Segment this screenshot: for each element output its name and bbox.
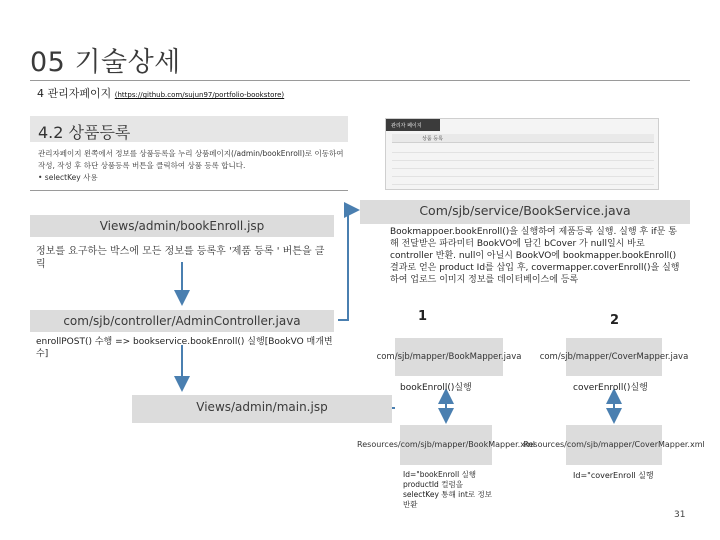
service-label: Com/sjb/service/BookService.java xyxy=(419,203,631,218)
section-title: 4.2 상품등록 xyxy=(38,123,131,142)
section-description: 관리자페이지 왼쪽에서 정보를 상품등록을 누리 상품페이지(/admin/bookEnroll)로 이동하여 작성, 작성 후 하단 상품등록 버튼을 클릭하여 상품 등록 합니다. xyxy=(38,149,344,170)
slide-subtitle xyxy=(37,85,284,101)
arrow-controller-to-service xyxy=(338,210,356,320)
step-number-2: 2 xyxy=(610,313,620,328)
book-mapper-xml-note: Id="bookEnroll 실행 productId 컬럼을 selectKey 통해 int로 정보 반환 xyxy=(403,470,493,509)
thumbnail-line xyxy=(392,155,654,161)
thumbnail-line xyxy=(392,179,654,185)
views-enroll-description: 정보를 요구하는 박스에 모든 정보를 등록후 '제품 등록 ' 버튼을 클릭 xyxy=(36,246,325,270)
views-main-label: Views/admin/main.jsp xyxy=(196,400,328,414)
thumbnail-heading xyxy=(392,134,654,143)
cover-mapper-xml-note: Id="coverEnroll 실행 xyxy=(573,471,654,480)
cover-mapper-method: coverEnroll()실행 xyxy=(573,383,648,393)
selectkey-bullet: • selectKey 사용 xyxy=(38,173,98,182)
page-number: 31 xyxy=(674,510,686,520)
controller-description: enrollPOST() 수행 => bookservice.bookEnroll() 실행[BookVO 매개변수] xyxy=(36,337,333,359)
admin-page-thumbnail xyxy=(385,118,659,190)
section-divider xyxy=(30,190,348,191)
views-enroll-label: Views/admin/bookEnroll.jsp xyxy=(99,219,265,233)
service-description: Bookmappoer.bookEnroll()을 실행하여 제품등록 실행. 실행 후 if문 통해 전달받은 파라미터 BookVO에 담긴 bCover 가 null일시 바로 controller 반환. null이 아닐시 BookVO에 bookmapper.bookEnroll()결과로 얻은 product Id를 삽입 후, covermapper.coverEnroll()을 실행하여 업로드 이미지 정보를 데이터베이스에 등록 xyxy=(390,227,680,285)
github-link[interactable]: (https://github.com/sujun97/portfolio-bookstore) xyxy=(114,91,285,99)
controller-label: com/sjb/controller/AdminController.java xyxy=(63,314,301,328)
thumbnail-line xyxy=(392,147,654,153)
thumbnail-heading-label: 상품 등록 xyxy=(422,136,443,142)
book-mapper-method: bookEnroll()실행 xyxy=(400,383,472,393)
thumbnail-bar-label: 관리자 페이지 xyxy=(391,123,422,129)
cover-mapper-xml-box: Resources/com/sjb/mapper/CoverMapper.xml xyxy=(566,425,662,465)
cover-mapper-box: com/sjb/mapper/CoverMapper.java xyxy=(566,338,662,376)
title-divider xyxy=(30,80,690,81)
step-number-1: 1 xyxy=(418,309,428,324)
thumbnail-header-bar xyxy=(386,119,440,131)
slide-title: 05 기술상세 xyxy=(30,47,181,78)
thumbnail-line xyxy=(392,171,654,177)
subtitle-text: 4 관리자페이지 xyxy=(37,87,112,100)
thumbnail-line xyxy=(392,163,654,169)
book-mapper-xml-box: Resources/com/sjb/mapper/BookMapper.xml xyxy=(400,425,492,465)
book-mapper-box: com/sjb/mapper/BookMapper.java xyxy=(395,338,503,376)
